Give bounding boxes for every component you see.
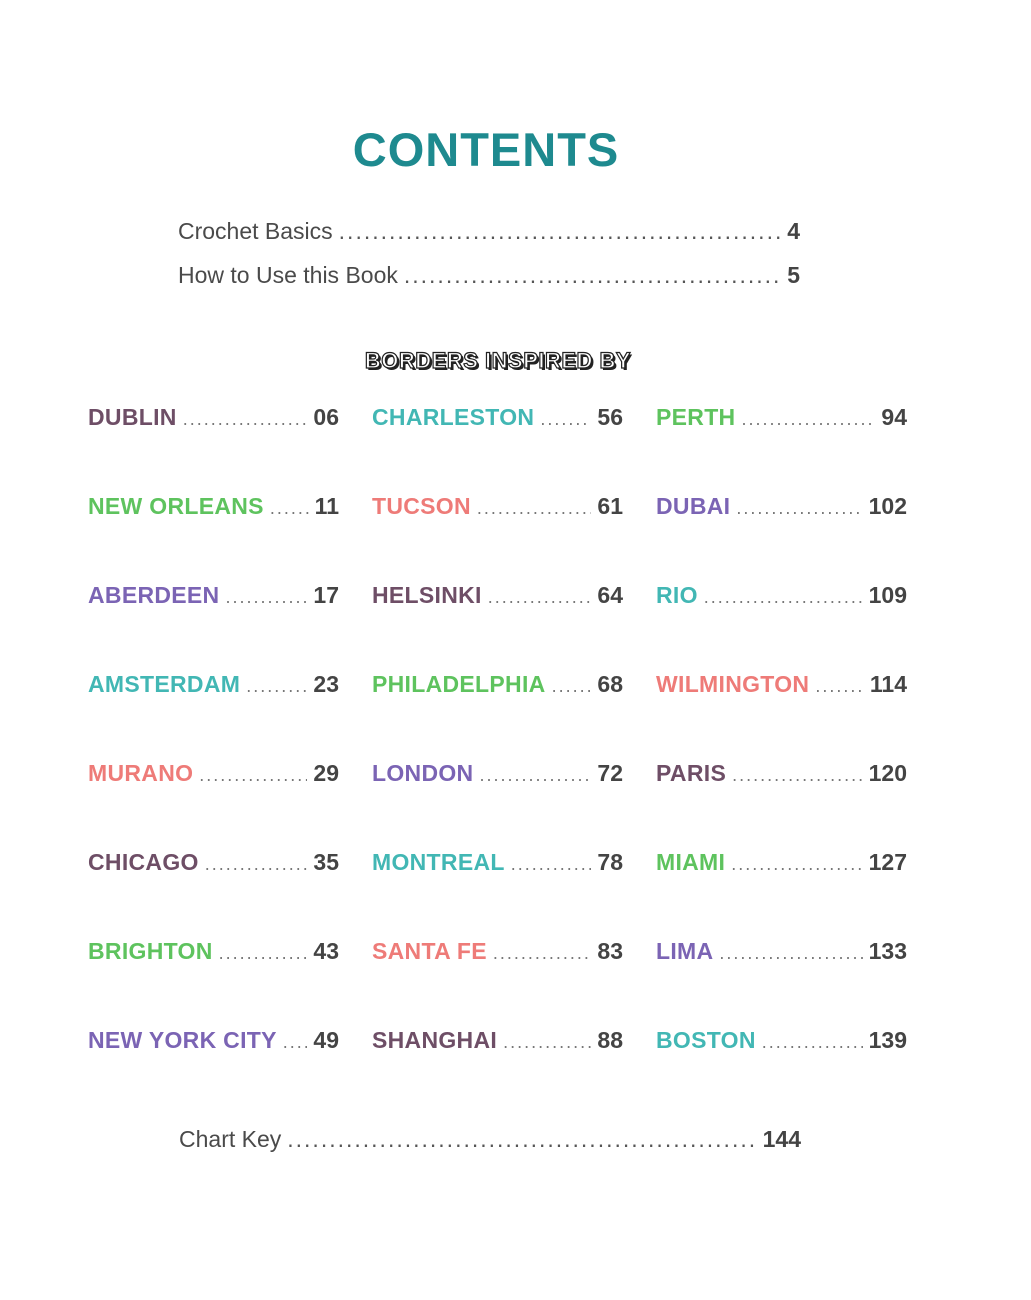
page-number: 64 [597, 582, 623, 608]
city-name: CHICAGO [88, 849, 199, 875]
dot-leader [270, 498, 309, 519]
page-number: 88 [597, 1027, 623, 1053]
city-name: LIMA [656, 938, 714, 964]
toc-entry-city[interactable] [88, 1027, 339, 1063]
city-name: PARIS [656, 760, 727, 786]
dot-leader [493, 943, 592, 964]
dot-leader [477, 498, 591, 519]
dot-leader [731, 854, 862, 875]
city-name: MIAMI [656, 849, 726, 875]
city-name: SHANGHAI [372, 1027, 498, 1053]
toc-entry-city[interactable] [372, 404, 623, 440]
toc-entry-city[interactable] [656, 760, 907, 796]
dot-leader [199, 765, 307, 786]
page-number: 23 [313, 671, 339, 697]
toc-entry-city[interactable] [88, 582, 339, 618]
toc-entry-page: 144 [762, 1126, 801, 1152]
toc-entry-city[interactable] [372, 671, 623, 707]
city-name: HELSINKI [372, 582, 482, 608]
toc-entry-city[interactable] [656, 493, 907, 529]
dot-leader [225, 587, 307, 608]
dot-leader [283, 1032, 308, 1053]
page-number: 114 [869, 671, 907, 697]
city-name: MURANO [88, 760, 194, 786]
toc-entry-page: 5 [787, 262, 800, 288]
page-title: CONTENTS [352, 123, 620, 176]
page-number: 139 [868, 1027, 907, 1053]
dot-leader [503, 1032, 591, 1053]
toc-entry-city[interactable] [372, 760, 623, 796]
toc-entry-city[interactable] [656, 582, 907, 618]
section-heading: BORDERS INSPIRED BY [364, 348, 632, 373]
dot-leader [479, 765, 591, 786]
city-name: DUBAI [656, 493, 731, 519]
toc-entry-city[interactable] [88, 493, 339, 529]
city-name: BRIGHTON [88, 938, 213, 964]
page-number: 102 [868, 493, 907, 519]
city-name: MONTREAL [372, 849, 505, 875]
dot-leader [741, 409, 875, 430]
dot-leader [762, 1032, 863, 1053]
dot-leader [246, 676, 307, 697]
dot-leader [552, 676, 592, 697]
city-name: RIO [656, 582, 698, 608]
dot-leader [704, 587, 863, 608]
borders-grid [88, 404, 907, 1116]
page-number: 120 [868, 760, 907, 786]
toc-entry-page: 4 [787, 218, 800, 244]
toc-entry-city[interactable] [372, 582, 623, 618]
toc-entry-city[interactable] [656, 849, 907, 885]
page-number: 43 [313, 938, 339, 964]
city-name: DUBLIN [88, 404, 177, 430]
city-name: CHARLESTON [372, 404, 535, 430]
city-name: PERTH [656, 404, 736, 430]
toc-entry-city[interactable] [88, 671, 339, 707]
dot-leader [719, 943, 862, 964]
city-name: AMSTERDAM [88, 671, 241, 697]
city-name: WILMINGTON [656, 671, 810, 697]
city-name: ABERDEEN [88, 582, 220, 608]
toc-entry-city[interactable] [88, 404, 339, 440]
toc-entry-city[interactable] [372, 849, 623, 885]
page-number: 35 [313, 849, 339, 875]
page-number: 29 [313, 760, 339, 786]
city-name: SANTA FE [372, 938, 487, 964]
dot-leader [287, 1126, 756, 1153]
city-name: BOSTON [656, 1027, 756, 1053]
page-number: 133 [868, 938, 907, 964]
dot-leader [404, 262, 781, 289]
page-number: 72 [597, 760, 623, 786]
toc-entry-city[interactable] [88, 849, 339, 885]
toc-entry-city[interactable] [656, 938, 907, 974]
toc-entry-city[interactable] [656, 404, 907, 440]
dot-leader [183, 409, 308, 430]
page-number: 11 [314, 493, 339, 519]
toc-entry-label: How to Use this Book [178, 262, 398, 288]
toc-entry-city[interactable] [656, 1027, 907, 1063]
page-number: 17 [313, 582, 339, 608]
page-number: 68 [597, 671, 623, 697]
toc-entry-city[interactable] [88, 938, 339, 974]
page-number: 06 [313, 404, 339, 430]
dot-leader [488, 587, 592, 608]
dot-leader [511, 854, 592, 875]
page-number: 127 [868, 849, 907, 875]
toc-entry-chart-key[interactable] [179, 1126, 801, 1153]
dot-leader [339, 218, 782, 245]
dot-leader [540, 409, 591, 430]
toc-entry-city[interactable] [656, 671, 907, 707]
toc-entry-city[interactable] [372, 1027, 623, 1063]
page-number: 61 [597, 493, 623, 519]
page-number: 94 [881, 404, 907, 430]
city-name: PHILADELPHIA [372, 671, 546, 697]
toc-entry-city[interactable] [372, 493, 623, 529]
toc-entry-label: Chart Key [179, 1126, 282, 1152]
page-number: 56 [597, 404, 623, 430]
dot-leader [205, 854, 308, 875]
page-number: 49 [313, 1027, 339, 1053]
page-number: 78 [597, 849, 623, 875]
dot-leader [732, 765, 863, 786]
city-name: NEW YORK CITY [88, 1027, 277, 1053]
toc-entry-label: Crochet Basics [178, 218, 333, 244]
dot-leader [815, 676, 864, 697]
toc-entry-how-to-use[interactable] [178, 262, 800, 289]
city-name: NEW ORLEANS [88, 493, 264, 519]
page-number: 109 [868, 582, 907, 608]
page-number: 83 [597, 938, 623, 964]
dot-leader [219, 943, 308, 964]
city-name: LONDON [372, 760, 474, 786]
city-name: TUCSON [372, 493, 471, 519]
dot-leader [736, 498, 862, 519]
toc-entry-crochet-basics[interactable] [178, 218, 800, 245]
toc-entry-city[interactable] [372, 938, 623, 974]
toc-entry-city[interactable] [88, 760, 339, 796]
